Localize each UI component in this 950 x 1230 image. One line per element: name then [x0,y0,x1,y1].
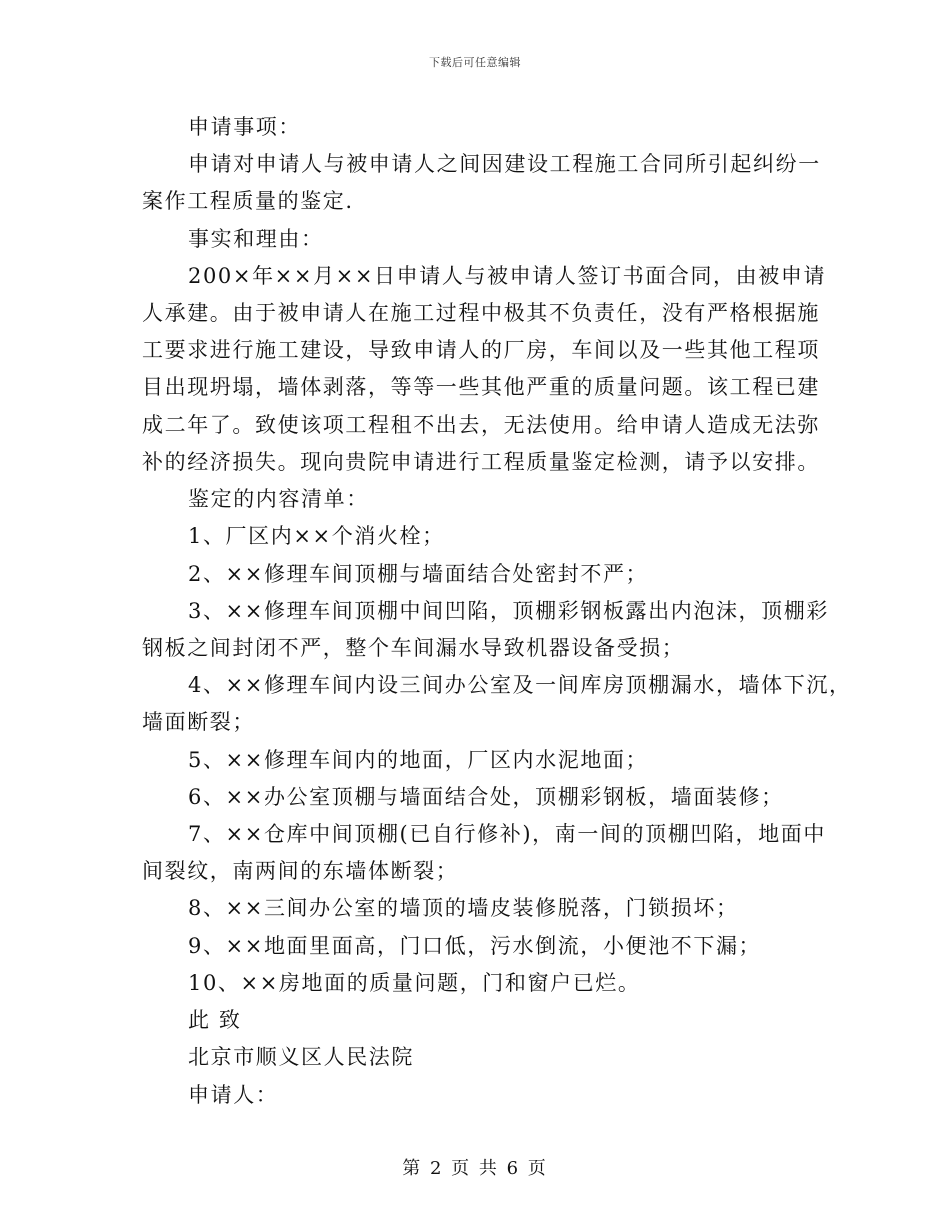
paragraph-line: 案作工程质量的鉴定. [142,189,354,213]
list-item: 5、××修理车间内的地面，厂区内水泥地面； [188,748,649,772]
paragraph-line: 申请对申请人与被申请人之间因建设工程施工合同所引起纠纷一 [188,152,821,176]
paragraph-line: 补的经济损失。现向贵院申请进行工程质量鉴定检测，请予以安排。 [142,450,820,474]
list-item: 1、厂区内××个消火栓； [188,524,445,548]
list-item: 8、××三间办公室的墙顶的墙皮装修脱落，门锁损坏； [188,896,739,920]
paragraph-line: 成二年了。致使该项工程租不出去，无法使用。给申请人造成无法弥 [142,413,820,437]
paragraph-line: 工要求进行施工建设，导致申请人的厂房，车间以及一些其他工程项 [142,338,820,362]
closing-salutation: 此 致 [188,1008,242,1032]
section-heading: 鉴定的内容清单： [188,487,369,511]
page-number: 第 2 页 共 6 页 [402,1158,548,1179]
list-item-continuation: 钢板之间封闭不严，整个车间漏水导致机器设备受损； [142,636,685,660]
list-item: 10、××房地面的质量问题，门和窗户已烂。 [188,971,641,995]
list-item: 4、××修理车间内设三间办公室及一间库房顶棚漏水，墙体下沉， [188,673,852,697]
list-item: 3、××修理车间顶棚中间凹陷，顶棚彩钢板露出内泡沫，顶棚彩 [188,599,829,623]
list-item: 2、××修理车间顶棚与墙面结合处密封不严； [188,562,649,586]
section-heading: 申请事项： [188,115,301,139]
paragraph-line: 200×年××月××日申请人与被申请人签订书面合同，由被申请 [188,264,827,288]
list-item-continuation: 间裂纹，南两间的东墙体断裂； [142,859,459,883]
paragraph-line: 人承建。由于被申请人在施工过程中极其不负责任，没有严格根据施 [142,301,820,325]
addressee: 北京市顺义区人民法院 [188,1045,414,1069]
list-item: 7、××仓库中间顶棚(已自行修补)，南一间的顶棚凹陷，地面中 [188,822,826,846]
list-item: 9、××地面里面高，门口低，污水倒流，小便池不下漏； [188,934,762,958]
signature-label: 申请人： [188,1083,279,1107]
paragraph-line: 目出现坍塌，墙体剥落，等等一些其他严重的质量问题。该工程已建 [142,375,820,399]
list-item: 6、××办公室顶棚与墙面结合处，顶棚彩钢板，墙面装修； [188,785,784,809]
header-note: 下载后可任意编辑 [429,56,521,69]
section-heading: 事实和理由： [188,227,324,251]
list-item-continuation: 墙面断裂； [142,710,255,734]
